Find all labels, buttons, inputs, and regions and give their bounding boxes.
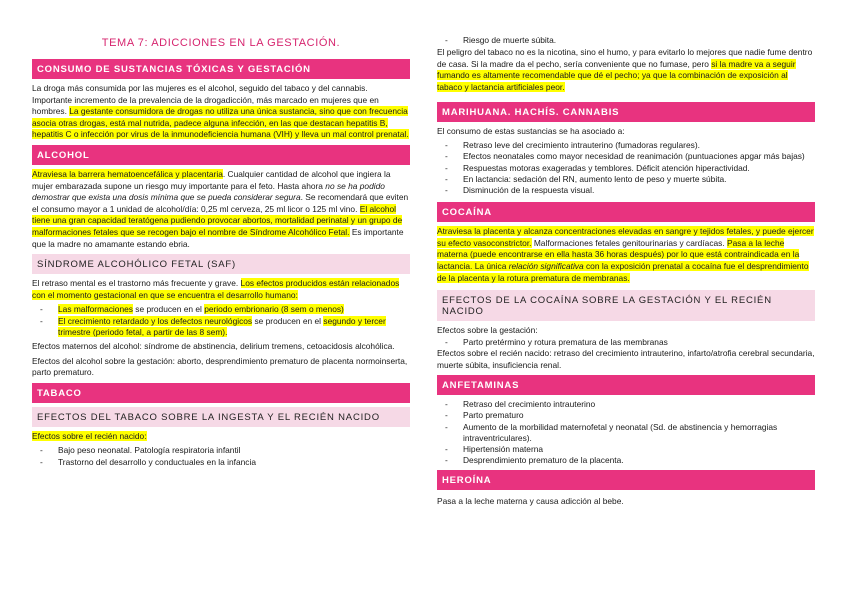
list-item: - Parto prematuro: [463, 410, 815, 421]
efectos-cocaina-gestation-label: Efectos sobre la gestación:: [437, 325, 538, 336]
section-heading-consumo: CONSUMO DE SUSTANCIAS TÓXICAS Y GESTACIÓN: [32, 59, 410, 79]
subsection-heading-tabaco-effects: EFECTOS DEL TABACO SOBRE LA INGESTA Y EL RECIÉN NACIDO: [32, 407, 410, 427]
list-item: - El crecimiento retardado y los defectos neurológicos se producen en el segundo y tercer trimestre (periodo fetal, a partir de las 8 sem).: [58, 316, 410, 338]
alcohol-paragraph: Atraviesa la barrera hematoencefálica y placentaria. Cualquier cantidad de alcohol que ingiera la mujer embarazada supone un riesgo muy importante para el feto. Hasta ahora no se ha podido demostrar que exista una dosis mínima que se pueda considerar segura. Se recomendará que eviten el consumo mayor a 1 unidad de alcohol/día: 0,25 ml cerveza, 25 ml licor o 125 ml vino. El alcohol tiene una gran capacidad teratógena pudiendo provocar abortos, mortalidad perinatal y un grupo de malformaciones fetales que se recogen bajo el nombre de Síndrome Alcohólico Fetal. Es importante que la madre no amamante estando ebria.: [32, 168, 409, 249]
subsection-heading-efectos-cocaina: EFECTOS DE LA COCAÍNA SOBRE LA GESTACIÓN Y EL RECIÉN NACIDO: [437, 290, 815, 321]
list-item: - Efectos neonatales como mayor necesidad de reanimación (puntuaciones apgar más bajas): [463, 151, 815, 162]
list-item: - Retraso leve del crecimiento intrauterino (fumadoras regulares).: [463, 140, 815, 151]
list-item: - Hipertensión materna: [463, 444, 815, 455]
marihuana-list: [437, 140, 815, 196]
tabaco-newborn-label: Efectos sobre el recién nacido:: [32, 430, 147, 441]
cocaina-paragraph: Atraviesa la placenta y alcanza concentraciones elevadas en sangre y tejidos fetales, y puede ejercer su efecto vasoconstrictor. Malformaciones fetales genitourinarias y cardíacas. Pasa a la leche materna (puede encontrarse en ella hasta 36 horas después) por lo que está contraindicada en la lactancia. La única relación significativa con la exposición prenatal a cocaína fue el desprendimiento de la placenta y la rotura prematura de membranas.: [437, 226, 814, 283]
section-heading-cocaina: COCAÍNA: [437, 202, 815, 222]
section-heading-heroina: HEROÍNA: [437, 470, 815, 490]
list-item: - Respuestas motoras exageradas y temblores. Déficit atención hiperactividad.: [463, 163, 815, 174]
section-heading-tabaco: TABACO: [32, 383, 410, 403]
list-item: - Disminución de la respuesta visual.: [463, 185, 815, 196]
section-heading-anfetaminas: ANFETAMINAS: [437, 375, 815, 395]
anfetaminas-list: [437, 399, 815, 466]
list-item: - Parto pretérmino y rotura prematura de las membranas: [463, 337, 815, 348]
efectos-cocaina-newborn: Efectos sobre el recién nacido: retraso del crecimiento intrauterino, infarto/atrofia cerebral secundaria, muerte súbita, insuficiencia renal.: [437, 347, 815, 370]
saf-list: [32, 304, 410, 338]
list-item: - Las malformaciones se producen en el periodo embrionario (8 sem o menos): [58, 304, 410, 315]
tabaco-list: [32, 445, 410, 467]
saf-gestation-effects: Efectos del alcohol sobre la gestación: aborto, desprendimiento prematuro de placenta normoinserta, parto prematuro.: [32, 355, 408, 378]
saf-paragraph: El retraso mental es el trastorno más frecuente y grave. Los efectos producidos están relacionados con el momento gestacional en que se encuentra el desarrollo humano:: [32, 278, 400, 300]
section-heading-marihuana: MARIHUANA. HACHÍS. CANNABIS: [437, 102, 815, 122]
document-title: TEMA 7: ADICCIONES EN LA GESTACIÓN.: [101, 37, 341, 49]
left-column: [32, 0, 410, 471]
efectos-cocaina-list: [437, 337, 815, 348]
marihuana-intro: El consumo de estas sustancias se ha asociado a:: [437, 125, 625, 136]
list-item: - En lactancia: sedación del RN, aumento lento de peso y muerte súbita.: [463, 174, 815, 185]
list-item: - Retraso del crecimiento intrauterino: [463, 399, 815, 410]
section-heading-alcohol: ALCOHOL: [32, 145, 410, 165]
list-item: - Aumento de la morbilidad maternofetal y neonatal (Sd. de abstinencia y hemorragias intraventriculares).: [463, 422, 815, 444]
right-column: [437, 35, 815, 511]
subsection-heading-saf: SÍNDROME ALCOHÓLICO FETAL (SAF): [32, 254, 410, 274]
consumo-paragraph: La droga más consumida por las mujeres es el alcohol, seguido del tabaco y del cannabis. Importante incremento de la prevalencia de la drogadicción, más marcado en mujeres que en hombres. La gestante consumidora de drogas no utiliza una única sustancia, sino que con frecuencia asocia otras drogas, está mal nutrida, padece alguna infección, en las que destacan hepatitis B, hepatitis C o infección por virus de la inmunodeficiencia humana (VIH) y lleva un mal control prenatal.: [32, 83, 409, 140]
list-item: - Riesgo de muerte súbita.: [463, 35, 815, 46]
list-item: - Trastorno del desarrollo y conductuales en la infancia: [58, 457, 410, 468]
tabaco-cont-list: [437, 35, 815, 46]
list-item: - Bajo peso neonatal. Patología respiratoria infantil: [58, 445, 410, 456]
heroina-paragraph: Pasa a la leche materna y causa adicción al bebe.: [437, 496, 624, 507]
saf-maternal-effects: Efectos maternos del alcohol: síndrome de abstinencia, delirium tremens, cetoacidosis alcohólica.: [32, 340, 395, 351]
tabaco-cont-paragraph: El peligro del tabaco no es la nicotina, sino el humo, y para evitarlo lo mejores que nadie fume dentro de casa. Si la madre da el pecho, sería conveniente que no fumase, pero si la madre va a seguir fumando es altamente recomendable que dé el pecho; ya que la combinación de exposición al tabaco y lactancia artificiales peor.: [437, 47, 813, 92]
list-item: - Desprendimiento prematuro de la placenta.: [463, 455, 815, 466]
